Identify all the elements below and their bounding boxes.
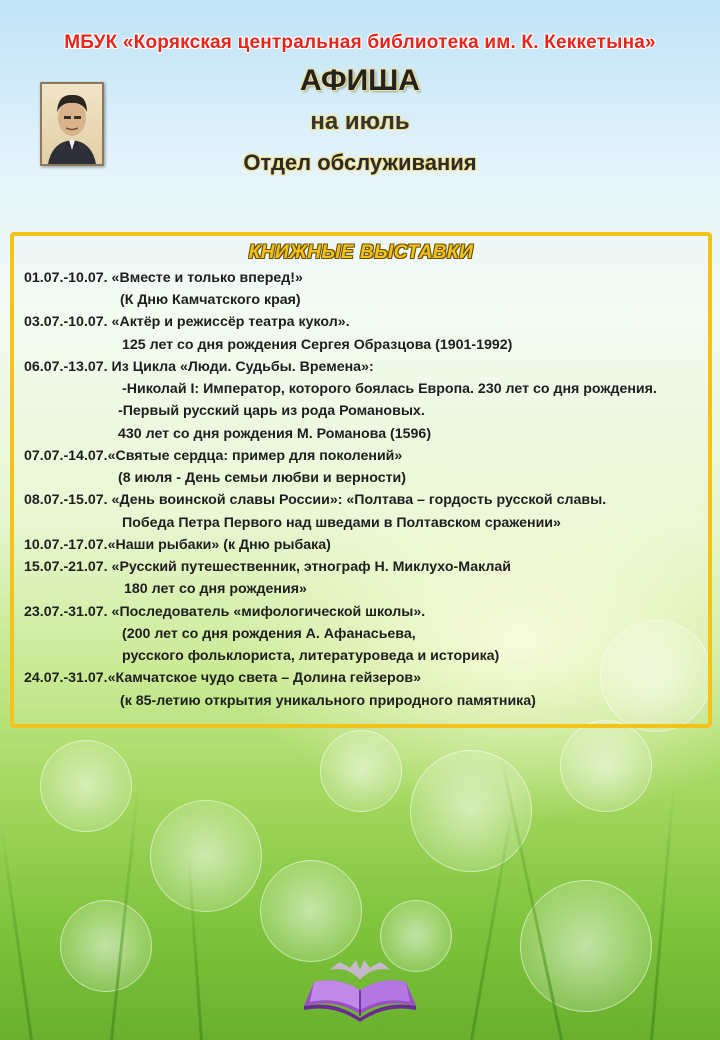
list-item: 03.07.-10.07. «Актёр и режиссёр театра кукол». <box>24 314 350 330</box>
bokeh-circle <box>260 860 362 962</box>
list-item: (к 85-летию открытия уникального природного памятника) <box>120 693 536 709</box>
list-item: Победа Петра Первого над шведами в Полтавском сражении» <box>122 515 561 531</box>
org-name: МБУК «Корякская центральная библиотека им. К. Кеккетына» <box>64 32 656 53</box>
list-item: русского фольклориста, литературоведа и историка) <box>122 648 500 664</box>
grass-blade <box>498 746 563 1040</box>
grass-blade <box>187 860 203 1040</box>
list-item: (200 лет со дня рождения А. Афанасьева, <box>122 626 416 642</box>
list-item: 06.07.-13.07. Из Цикла «Люди. Судьбы. Времена»: <box>24 359 374 375</box>
page-subtitle: на июль <box>310 108 410 135</box>
list-item: 180 лет со дня рождения» <box>124 581 307 597</box>
bokeh-circle <box>60 900 152 992</box>
open-book-icon <box>300 960 420 1029</box>
list-item: 24.07.-31.07.«Камчатское чудо света – Долина гейзеров» <box>24 670 421 686</box>
list-item: 07.07.-14.07.«Святые сердца: пример для поколений» <box>24 448 403 464</box>
list-item: 15.07.-21.07. «Русский путешественник, этнограф Н. Миклухо-Маклай <box>24 559 512 575</box>
list-item: -Николай I: Император, которого боялась Европа. 230 лет со дня рождения. <box>122 381 657 397</box>
list-item: 430 лет со дня рождения М. Романова (1596) <box>118 426 432 442</box>
department-name: Отдел обслуживания <box>243 150 477 175</box>
list-item: -Первый русский царь из рода Романовых. <box>118 403 425 419</box>
list-item: 23.07.-31.07. «Последователь «мифологической школы». <box>24 604 426 620</box>
list-item: (К Дню Камчатского края) <box>120 292 301 308</box>
list-item: 125 лет со дня рождения Сергея Образцова (1901-1992) <box>122 337 513 353</box>
bokeh-circle <box>320 730 402 812</box>
page-title: АФИША <box>300 64 420 97</box>
grass-blade <box>470 803 515 1040</box>
list-item: (8 июля - День семьи любви и верности) <box>118 470 406 486</box>
list-item: 08.07.-15.07. «День воинской славы России»: «Полтава – гордость русской славы. <box>24 492 607 508</box>
grass-blade <box>0 822 33 1040</box>
list-item: 10.07.-17.07.«Наши рыбаки» (к Дню рыбака) <box>24 537 331 553</box>
grass-blade <box>110 781 140 1040</box>
bokeh-circle <box>560 720 652 812</box>
section-title: КНИЖНЫЕ ВЫСТАВКИ <box>248 242 474 263</box>
bokeh-circle <box>150 800 262 912</box>
bokeh-circle <box>40 740 132 832</box>
grass-blade <box>650 781 676 1040</box>
list-item: 01.07.-10.07. «Вместе и только вперед!» <box>24 270 303 286</box>
exhibitions-panel <box>10 232 712 728</box>
